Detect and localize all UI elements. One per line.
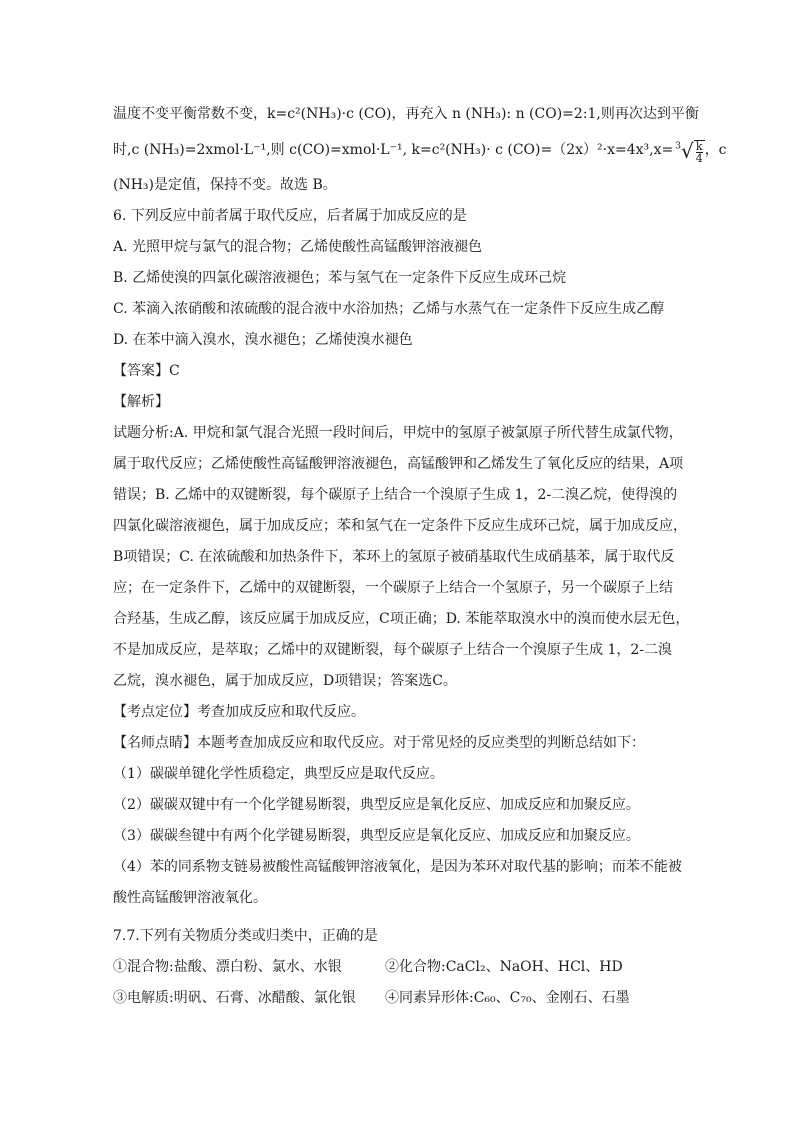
question-7-item-4: ④同素异形体:C₆₀、C₇₀、金刚石、石墨 xyxy=(385,990,630,1006)
analysis-line: 应；在一定条件下，乙烯中的双键断裂，一个碳原子上结合一个氢原子，另一个碳原子上结 xyxy=(113,580,673,596)
analysis-line: 乙烷，溴水褪色，属于加成反应，D项错误；答案选C。 xyxy=(113,673,457,689)
radical-sign-icon: √ xyxy=(680,139,694,163)
question-6-analysis-heading: 【解析】 xyxy=(113,394,169,410)
analysis-line: 不是加成反应，是萃取；乙烯中的双键断裂，每个碳原子上结合一个溴原子生成 1，2-二溴 xyxy=(113,642,672,658)
question-6-option-a: A. 光照甲烷与氯气的混合物；乙烯使酸性高锰酸钾溶液褪色 xyxy=(113,239,483,255)
analysis-line: 四氯化碳溶液褪色，属于加成反应；苯和氢气在一定条件下反应生成环己烷，属于加成反应， xyxy=(113,518,687,534)
question-7-stem: 7.7.下列有关物质分类或归类中，正确的是 xyxy=(113,928,378,944)
continuation-line-3: (NH₃)是定值，保持不变。故选 B。 xyxy=(113,177,337,193)
analysis-line: 合羟基，生成乙醇，该反应属于加成反应，C项正确；D. 苯能萃取溴水中的溴而使水层无色， xyxy=(113,611,690,627)
mingshi-dianjing: 【名师点睛】本题考查加成反应和取代反应。对于常见烃的反应类型的判断总结如下： xyxy=(113,735,645,751)
question-6-option-d: D. 在苯中滴入溴水，溴水褪色；乙烯使溴水褪色 xyxy=(113,332,413,348)
continuation-line-2-text: 时,c (NH₃)=2xmol·L⁻¹,则 c(CO)=xmol·L⁻¹, k=c²(NH₃)· c (CO)=（2x）²·x=4x³,x= xyxy=(113,142,674,158)
question-6-option-c: C. 苯滴入浓硝酸和浓硫酸的混合液中水浴加热；乙烯与水蒸气在一定条件下反应生成乙醇 xyxy=(113,301,665,317)
summary-point: （3）碳碳叁键中有两个化学键易断裂，典型反应是氧化反应、加成反应和加聚反应。 xyxy=(113,828,640,844)
cube-root-expression xyxy=(675,140,704,164)
continuation-line-2 xyxy=(113,140,727,164)
continuation-line-1: 温度不变平衡常数不变，k=c²(NH₃)·c (CO)，再充入 n (NH₃): n (CO)=2:1,则再次达到平衡 xyxy=(113,106,699,122)
summary-point: （4）苯的同系物支链易被酸性高锰酸钾溶液氧化，是因为苯环对取代基的影响；而苯不能被 xyxy=(113,859,682,875)
analysis-line: 错误；B. 乙烯中的双键断裂，每个碳原子上结合一个溴原子生成 1，2-二溴乙烷，使得溴的 xyxy=(113,487,678,503)
kaodian-dingwei: 【考点定位】考查加成反应和取代反应。 xyxy=(113,704,365,720)
summary-point: （1）碳碳单键化学性质稳定，典型反应是取代反应。 xyxy=(113,766,444,782)
root-numerator: k xyxy=(695,140,703,153)
analysis-line: B项错误；C. 在浓硫酸和加热条件下，苯环上的氢原子被硝基取代生成硝基苯，属于取代反 xyxy=(113,549,675,565)
summary-point: 酸性高锰酸钾溶液氧化。 xyxy=(113,890,267,906)
root-fraction xyxy=(694,140,705,164)
summary-point: （2）碳碳双键中有一个化学键易断裂，典型反应是氧化反应、加成反应和加聚反应。 xyxy=(113,797,640,813)
question-7-item-1: ①混合物:盐酸、漂白粉、氯水、水银 xyxy=(113,959,342,975)
question-6-option-b: B. 乙烯使溴的四氯化碳溶液褪色；苯与氢气在一定条件下反应生成环己烷 xyxy=(113,270,567,286)
question-6-answer: 【答案】C xyxy=(113,363,180,379)
continuation-line-2-tail: ，c xyxy=(704,142,727,158)
analysis-line: 试题分析:A. 甲烷和氯气混合光照一段时间后，甲烷中的氢原子被氯原子所代替生成氯代物， xyxy=(113,425,683,441)
question-7-item-2: ②化合物:CaCl₂、NaOH、HCl、HD xyxy=(385,959,623,975)
root-index: 3 xyxy=(675,141,681,152)
question-7-item-3: ③电解质:明矾、石膏、冰醋酸、氯化银 xyxy=(113,990,356,1006)
analysis-line: 属于取代反应；乙烯使酸性高锰酸钾溶液褪色，高锰酸钾和乙烯发生了氧化反应的结果，A项 xyxy=(113,456,684,472)
question-6-stem: 6. 下列反应中前者属于取代反应，后者属于加成反应的是 xyxy=(113,208,467,224)
root-denominator: 4 xyxy=(695,152,703,165)
